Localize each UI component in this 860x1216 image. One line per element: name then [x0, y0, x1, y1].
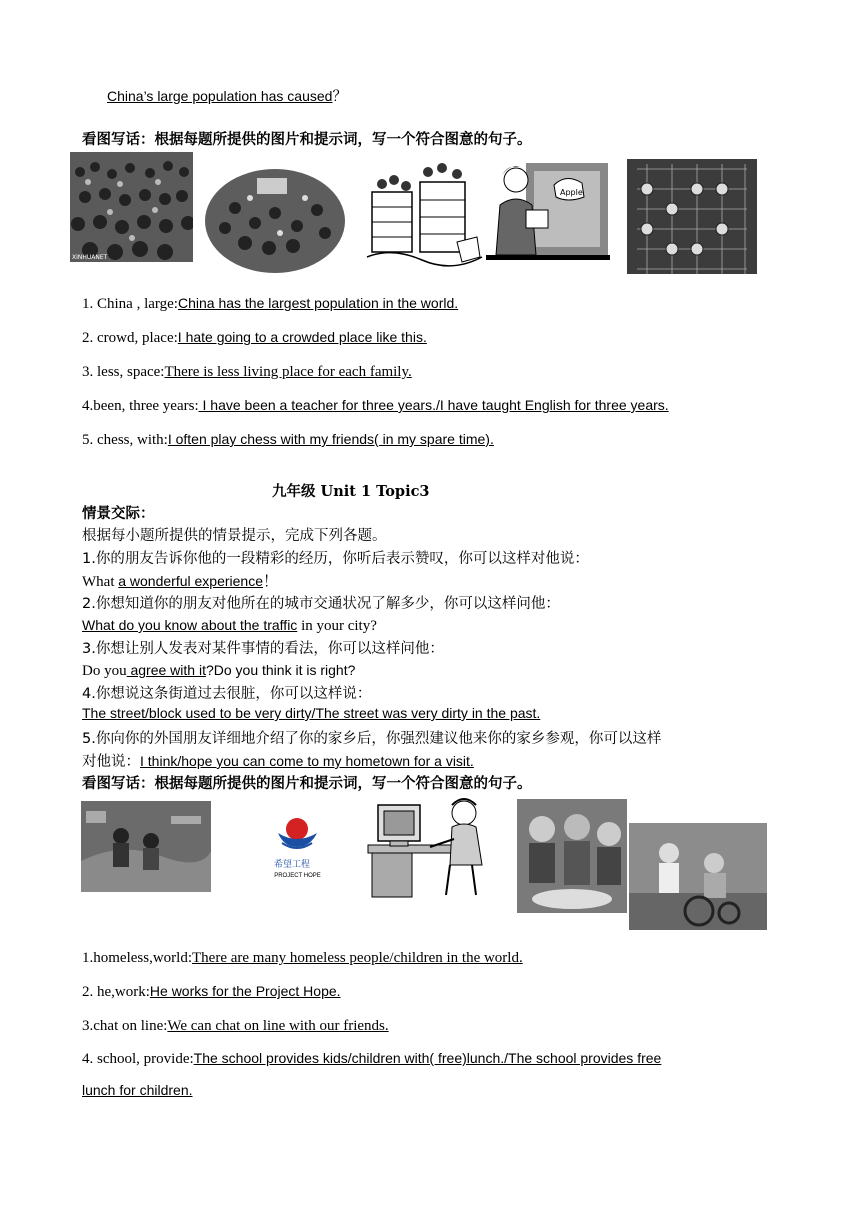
homeless-children-photo	[81, 801, 211, 892]
prompt-text: 1.homeless,world:	[82, 950, 192, 966]
project-hope-logo	[270, 815, 325, 885]
q3-answer-line	[82, 660, 355, 680]
q5-answer-line	[82, 750, 474, 771]
crowded-place-photo	[205, 168, 346, 274]
s1-item-3	[82, 361, 412, 381]
s3-item-3	[82, 1015, 389, 1035]
logo-label: PROJECT HOPE	[274, 873, 321, 879]
wheelchair-children-photo	[629, 823, 767, 930]
chess-photo	[627, 159, 757, 274]
answer-text: The school provides kids/children with( free)lunch./The school provides free	[193, 1050, 662, 1066]
prompt-text: 2. crowd, place:	[82, 330, 178, 346]
answer-text: I hate going to a crowded place like this.	[177, 329, 427, 345]
s3-item-4	[82, 1048, 661, 1068]
answer-text: a wonderful experience	[118, 573, 263, 589]
svg-text:希望工程: 希望工程	[274, 860, 311, 870]
prompt-text: 4.been, three years:	[82, 398, 199, 414]
section2-heading: 情景交际：	[82, 506, 155, 522]
answer-text: There are many homeless people/children in the world.	[192, 950, 523, 966]
top-line	[107, 85, 347, 106]
q4-answer: The street/block used to be very dirty/The street was very dirty in the past.	[82, 705, 541, 721]
q2-answer-line	[82, 615, 377, 635]
unit-title: 九年级 Unit 1 Topic3	[272, 483, 430, 500]
prompt-text: 5. chess, with:	[82, 432, 168, 448]
answer-text: China has the largest population in the world.	[177, 295, 459, 311]
answer-text: agree with it	[126, 662, 206, 678]
question-mark: ？	[332, 89, 347, 105]
s1-item-2	[82, 327, 427, 347]
prompt-text: 2. he,work:	[82, 984, 150, 1000]
s3-item-1	[82, 947, 523, 967]
q2-prompt: 2.你想知道你的朋友对他所在的城市交通状况了解多少，你可以这样问他：	[82, 596, 560, 612]
answer-text: China’s large population has caused	[107, 88, 333, 104]
svg-text:Apple: Apple	[560, 188, 583, 197]
buildings-cartoon	[362, 162, 486, 274]
prefix-text: What	[82, 574, 119, 590]
prompt-text: 对他说：	[82, 754, 140, 770]
s3-item-2	[82, 981, 341, 1001]
school-lunch-photo	[517, 799, 627, 913]
section1-heading: 看图写话：根据每题所提供的图片和提示词，写一个符合图意的句子。	[82, 132, 532, 148]
q3-prompt: 3.你想让别人发表对某件事情的看法，你可以这样问他：	[82, 641, 444, 657]
computer-user-cartoon	[360, 795, 496, 899]
q5-prompt-a: 5.你向你的外国朋友详细地介绍了你的家乡后，你强烈建议他来你的家乡参观，你可以这样	[82, 731, 662, 747]
answer-text: He works for the Project Hope.	[149, 983, 341, 999]
prompt-text: 3.chat on line:	[82, 1018, 168, 1034]
crowd-photo	[70, 152, 193, 262]
answer-text: I think/hope you can come to my hometown for a visit.	[140, 753, 474, 769]
watermark-label: XINHUANET	[72, 254, 108, 261]
q4-prompt: 4.你想说这条街道过去很脏，你可以这样说：	[82, 686, 372, 702]
s1-item-5	[82, 429, 494, 449]
answer-text: We can chat on line with our friends.	[167, 1018, 389, 1034]
prefix-text: Do you	[82, 663, 127, 679]
section2-intro: 根据每小题所提供的情景提示，完成下列各题。	[82, 528, 387, 544]
prompt-text: 3. less, space:	[82, 364, 165, 380]
q1-prompt: 1.你的朋友告诉你他的一段精彩的经历，你听后表示赞叹，你可以这样对他说：	[82, 551, 589, 567]
section3-heading: 看图写话：根据每题所提供的图片和提示词，写一个符合图意的句子。	[82, 776, 532, 792]
s1-item-4	[82, 395, 669, 415]
answer-text: There is less living place for each family.	[164, 364, 412, 380]
q1-answer-line	[82, 570, 278, 591]
answer-text: What do you know about the traffic	[82, 617, 298, 633]
suffix-text: ！	[263, 574, 279, 590]
answer-text: I have been a teacher for three years./I have taught English for three years.	[198, 397, 669, 413]
s1-item-1	[82, 293, 458, 313]
suffix-text: in your city?	[297, 618, 377, 634]
prompt-text: 4. school, provide:	[82, 1051, 194, 1067]
teacher-cartoon	[486, 155, 610, 260]
suffix-text: ?Do you think it is right?	[205, 662, 356, 678]
s3-item-4-continued: lunch for children.	[82, 1082, 193, 1098]
prompt-text: 1. China , large:	[82, 296, 178, 312]
answer-text: I often play chess with my friends( in my spare time).	[167, 431, 494, 447]
